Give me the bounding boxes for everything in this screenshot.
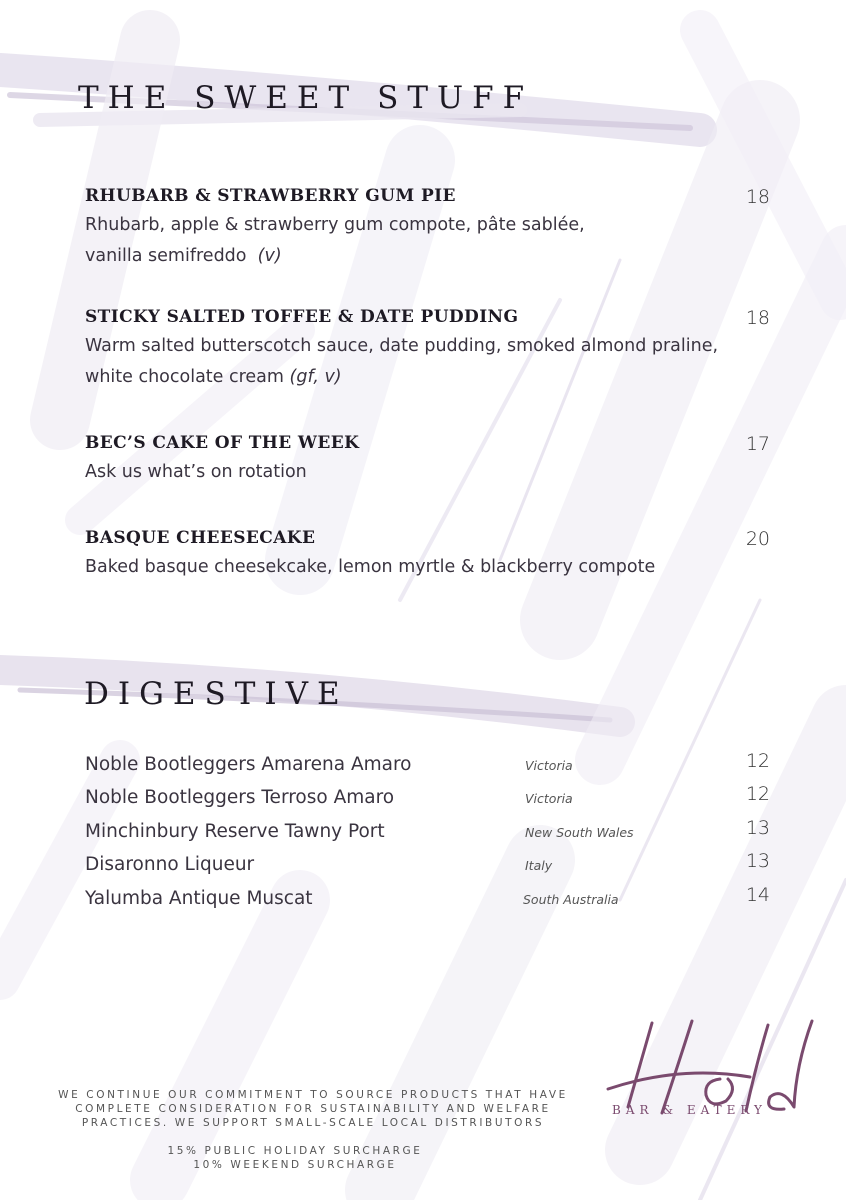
description-line: Baked basque cheesekcake, lemon myrtle & blackberry compote: [85, 557, 656, 577]
sweet-section-title: THE SWEET STUFF: [78, 80, 534, 116]
dessert-item: [85, 433, 785, 488]
description-line: Warm salted butterscotch sauce, date pudding, smoked almond praline,: [85, 336, 719, 356]
hold-logo: [600, 1015, 830, 1125]
dessert-item: [85, 528, 785, 583]
dessert-item: [85, 307, 785, 393]
dietary-tag: (v): [257, 246, 282, 266]
description-line: Ask us what’s on rotation: [85, 462, 307, 482]
digestive-origin: New South Wales: [525, 825, 634, 840]
surcharge-line: 10% WEEKEND SURCHARGE: [193, 1159, 397, 1171]
digestive-item: [85, 884, 785, 918]
digestive-origin: South Australia: [523, 892, 619, 907]
dessert-description: [85, 457, 715, 488]
dietary-tag: (gf, v): [289, 367, 342, 387]
digestive-name: Yalumba Antique Muscat: [85, 888, 313, 909]
digestive-name: Disaronno Liqueur: [85, 854, 255, 875]
description-line: white chocolate cream: [85, 367, 284, 387]
note-line: PRACTICES. WE SUPPORT SMALL-SCALE LOCAL DISTRIBUTORS: [81, 1117, 545, 1129]
dessert-item: [85, 186, 785, 272]
digestive-name: Noble Bootleggers Terroso Amaro: [85, 787, 395, 808]
dessert-price: 17: [745, 433, 770, 455]
digestive-item: [85, 750, 785, 784]
note-line: WE CONTINUE OUR COMMITMENT TO SOURCE PRODUCTS THAT HAVE: [58, 1089, 568, 1101]
digestive-item: [85, 817, 785, 851]
digestive-origin: Victoria: [525, 758, 573, 773]
digestive-price: 12: [745, 750, 770, 772]
dessert-description: [85, 552, 715, 583]
logo-subtitle: BAR & EATERY: [612, 1103, 767, 1117]
sustainability-note: [48, 1088, 578, 1130]
digestive-price: 12: [745, 783, 770, 805]
digestive-origin: Italy: [525, 858, 553, 873]
digestive-price: 13: [745, 817, 770, 839]
note-line: COMPLETE CONSIDERATION FOR SUSTAINABILITY AND WELFARE: [75, 1103, 551, 1115]
digestive-origin: Victoria: [525, 791, 573, 806]
dessert-price: 20: [745, 528, 770, 550]
dessert-description: [85, 210, 715, 272]
digestive-item: [85, 850, 785, 884]
description-line: vanilla semifreddo: [85, 246, 247, 266]
dessert-name: STICKY SALTED TOFFEE & DATE PUDDING: [85, 307, 519, 327]
dessert-name: BEC’S CAKE OF THE WEEK: [85, 433, 360, 453]
dessert-price: 18: [745, 307, 770, 329]
digestive-section-title: DIGESTIVE: [84, 676, 349, 712]
description-line: Rhubarb, apple & strawberry gum compote, pâte sablée,: [85, 215, 585, 235]
surcharge-note: [30, 1144, 560, 1172]
dessert-description: [85, 331, 765, 393]
digestive-name: Minchinbury Reserve Tawny Port: [85, 821, 385, 842]
surcharge-line: 15% PUBLIC HOLIDAY SURCHARGE: [167, 1145, 423, 1157]
digestive-price: 13: [745, 850, 770, 872]
digestive-item: [85, 783, 785, 817]
dessert-name: RHUBARB & STRAWBERRY GUM PIE: [85, 186, 456, 206]
digestive-price: 14: [745, 884, 770, 906]
digestive-name: Noble Bootleggers Amarena Amaro: [85, 754, 412, 775]
dessert-name: BASQUE CHEESECAKE: [85, 528, 316, 548]
dessert-price: 18: [745, 186, 770, 208]
